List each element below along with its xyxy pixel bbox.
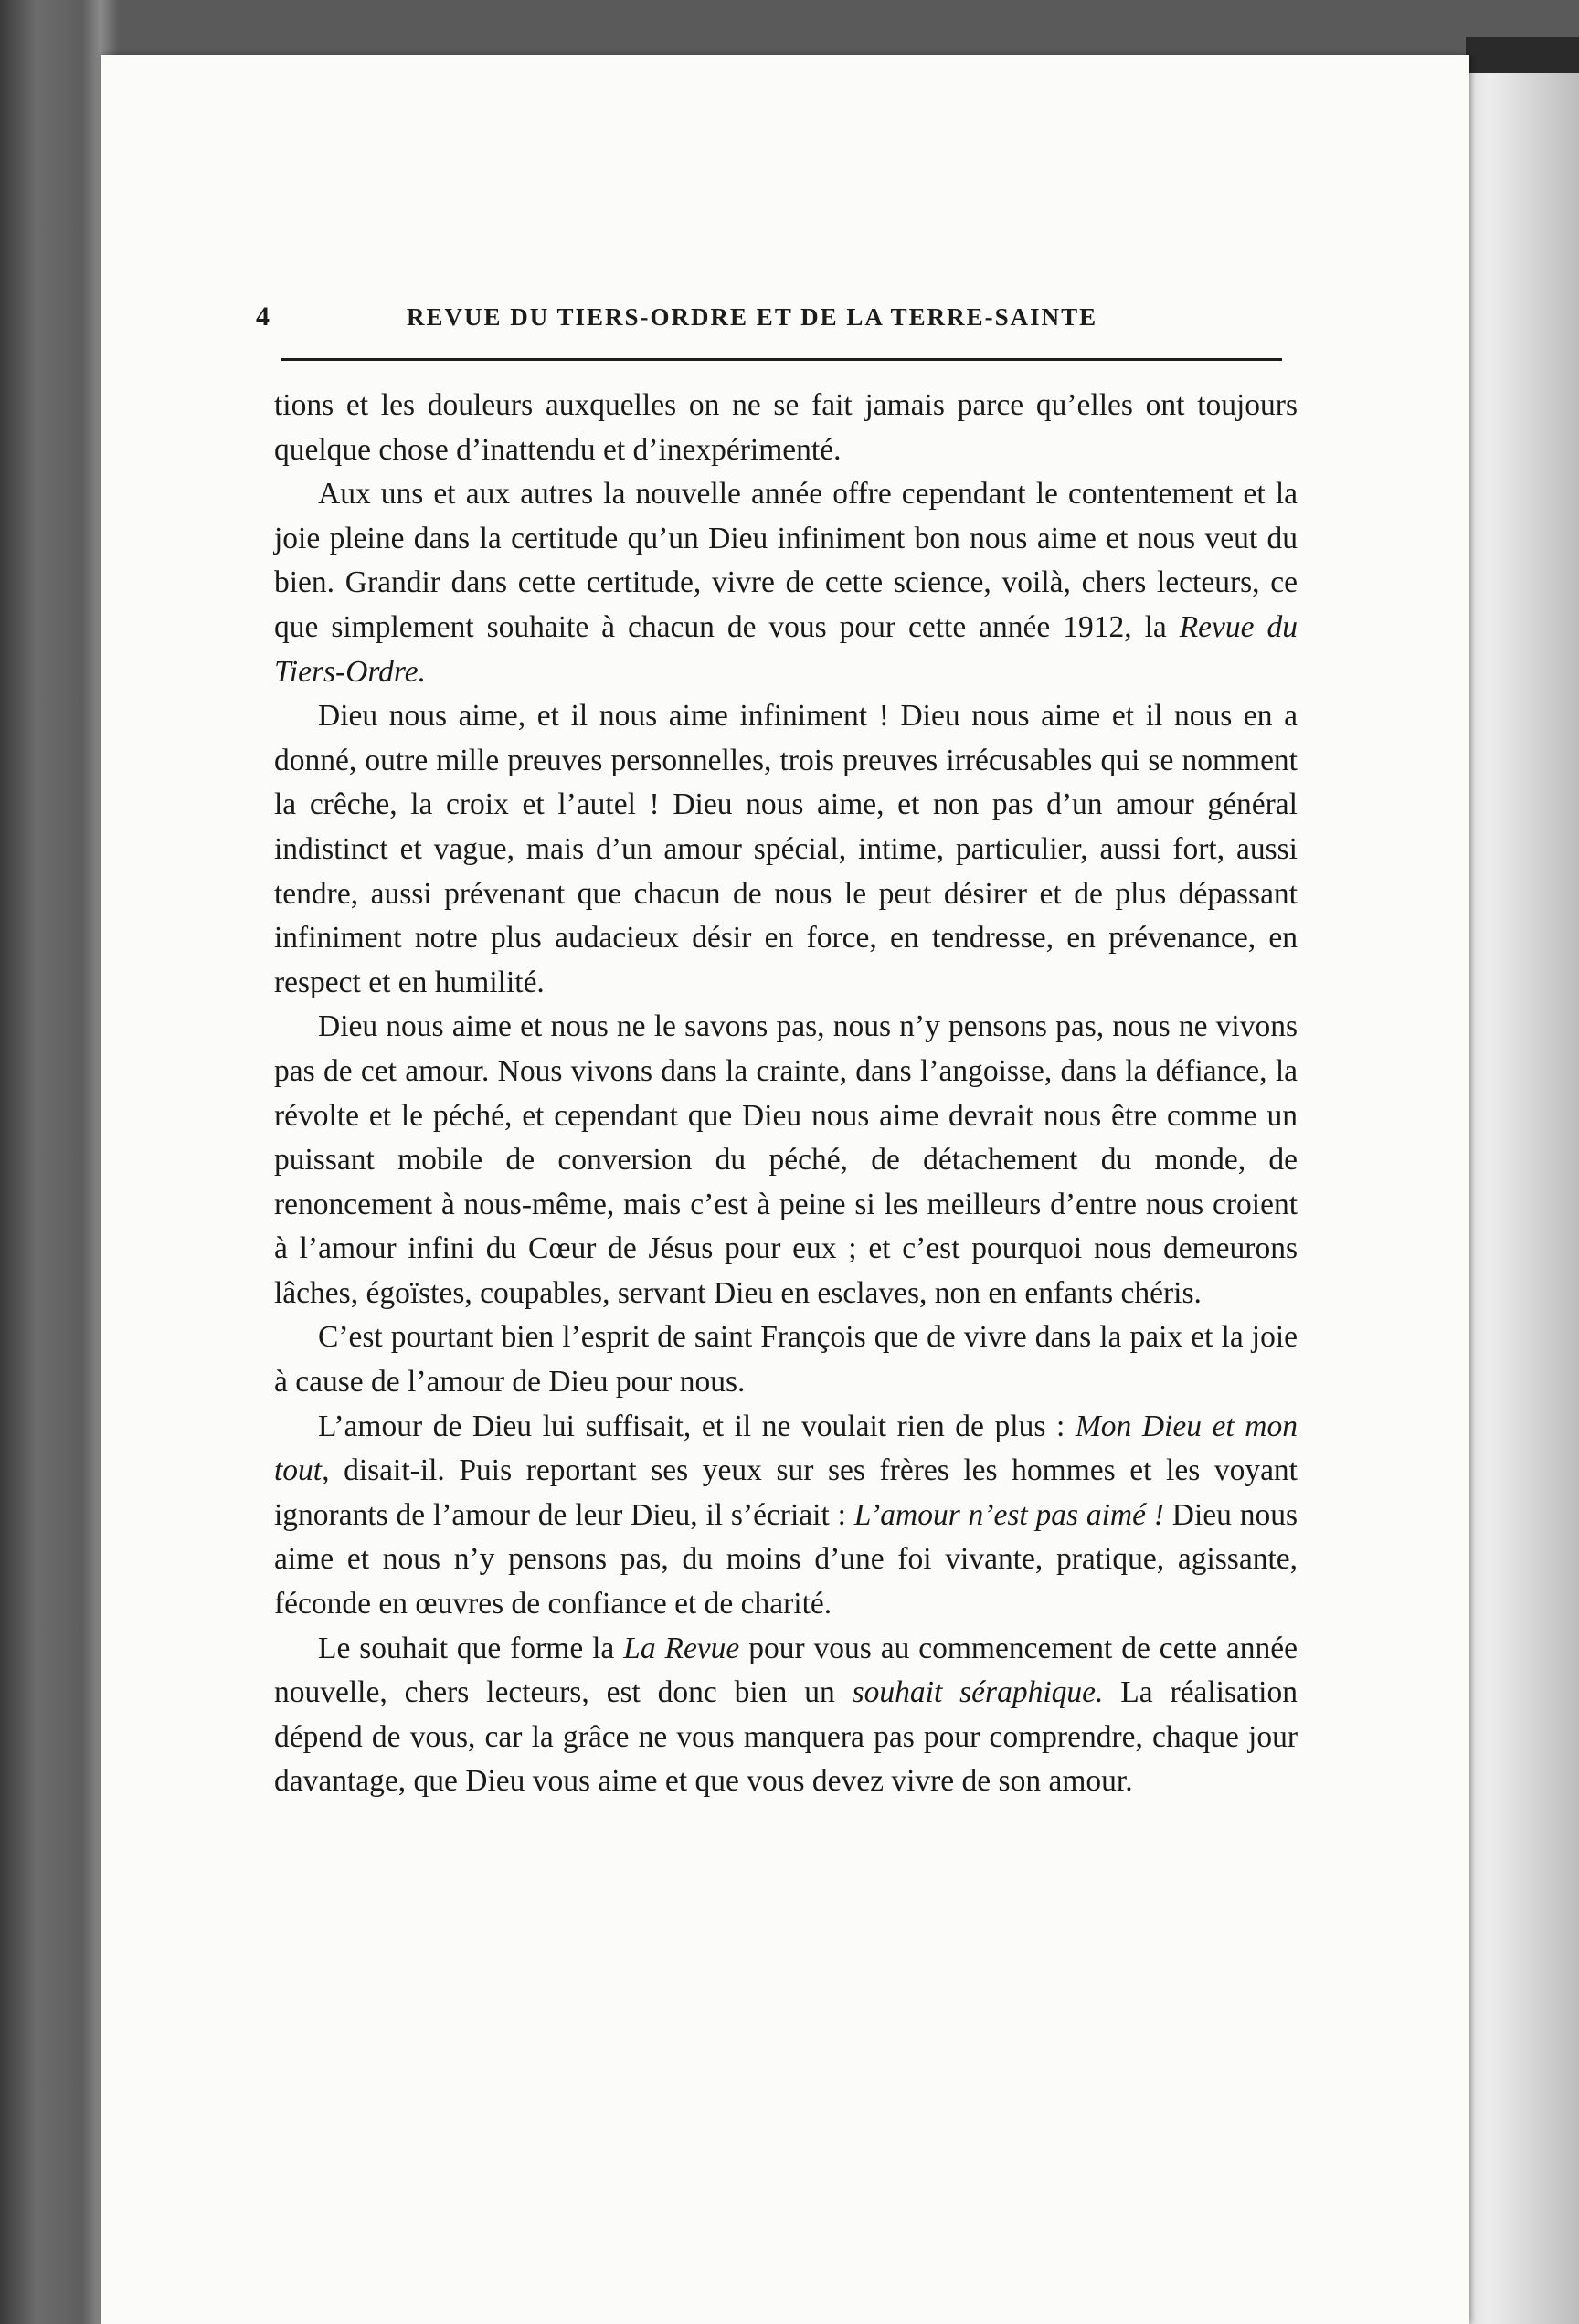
- text-run: Le souhait que forme la: [318, 1631, 624, 1665]
- paragraph: [274, 472, 1298, 694]
- text-run: Dieu nous aime et nous n’y pensons pas, du moins d’une foi vivante, pratique, agissante, féconde en œuvres de confiance et de charité.: [274, 1497, 1298, 1622]
- text-run: Dieu nous aime, et il nous aime infiniment ! Dieu nous aime et il nous en a donné, outre mille preuves personnelles, trois preuves irrécusables qui se nomment la crêche, la croix et l’autel ! Dieu nous aime, et non pas d’un amour général indistinct et vague, mais d’un amour spécial, intime, particulier, aussi fort, aussi tendre, aussi prévenant que chacun de nous le peut désirer et de plus dépassant infiniment notre plus audacieux désir en force, en tendresse, en prévenance, en respect et en humilité.: [274, 699, 1298, 999]
- italic-run: Mon Dieu et mon tout,: [274, 1409, 1298, 1488]
- text-run: disait-il. Puis reportant ses yeux sur ses frères les hommes et les voyant ignorants de l’amour de leur Dieu, il s’écriait :: [274, 1453, 1298, 1532]
- paragraph: [274, 694, 1298, 1005]
- text-run: tions et les douleurs auxquelles on ne se fait jamais parce qu’elles ont toujours quelque chose d’inattendu et d’inexpérimenté.: [274, 388, 1298, 467]
- paragraph: [274, 1005, 1298, 1315]
- text-run: C’est pourtant bien l’esprit de saint François que de vivre dans la paix et la joie à cause de l’amour de Dieu pour nous.: [274, 1320, 1298, 1400]
- text-run: pour vous au commencement de cette année nouvelle, chers lecteurs, est donc bien un: [274, 1631, 1298, 1710]
- header-rule: [281, 358, 1282, 361]
- italic-run: La Revue: [623, 1631, 740, 1665]
- italic-run: souhait séraphique.: [852, 1675, 1104, 1710]
- text-run: La réalisation dépend de vous, car la grâce ne vous manquera pas pour comprendre, chaque jour davantage, que Dieu vous aime et que vous devez vivre de son amour.: [274, 1675, 1298, 1799]
- paragraph: [274, 1627, 1298, 1804]
- article-body: [274, 384, 1298, 1804]
- text-run: Dieu nous aime et nous ne le savons pas, nous n’y pensons pas, nous ne vivons pas de cet amour. Nous vivons dans la crainte, dans l’angoisse, dans la défiance, la révolte et le péché, et cependant que Dieu nous aime devrait nous être comme un puissant mobile de conversion du péché, de détachement du monde, de renoncement à nous-même, mais c’est à peine si les meilleurs d’entre nous croient à l’amour infini du Cœur de Jésus pour eux ; et c’est pourquoi nous demeurons lâches, égoïstes, coupables, servant Dieu en esclaves, non en enfants chéris.: [274, 1009, 1298, 1310]
- text-run: L’amour de Dieu lui suffisait, et il ne voulait rien de plus :: [318, 1409, 1076, 1443]
- italic-run: Revue du Tiers-Ordre.: [274, 609, 1298, 689]
- paragraph: [274, 384, 1298, 472]
- scan-shadow: [1466, 37, 1579, 73]
- page-header: [256, 297, 1288, 337]
- paragraph: [274, 1405, 1298, 1627]
- italic-run: L’amour n’est pas aimé !: [853, 1497, 1164, 1532]
- paragraph: [274, 1315, 1298, 1404]
- text-run: Aux uns et aux autres la nouvelle année offre cependant le contentement et la joie pleine dans la certitude qu’un Dieu infiniment bon nous aime et nous veut du bien. Grandir dans cette certitude, vivre de cette science, voilà, chers lecteurs, ce que simplement souhaite à chacun de vous pour cette année 1912, la: [274, 477, 1298, 644]
- page-number: 4: [256, 301, 270, 332]
- running-title: REVUE DU TIERS-ORDRE ET DE LA TERRE-SAINTE: [407, 303, 1098, 331]
- facing-page-edge: [1453, 55, 1579, 2324]
